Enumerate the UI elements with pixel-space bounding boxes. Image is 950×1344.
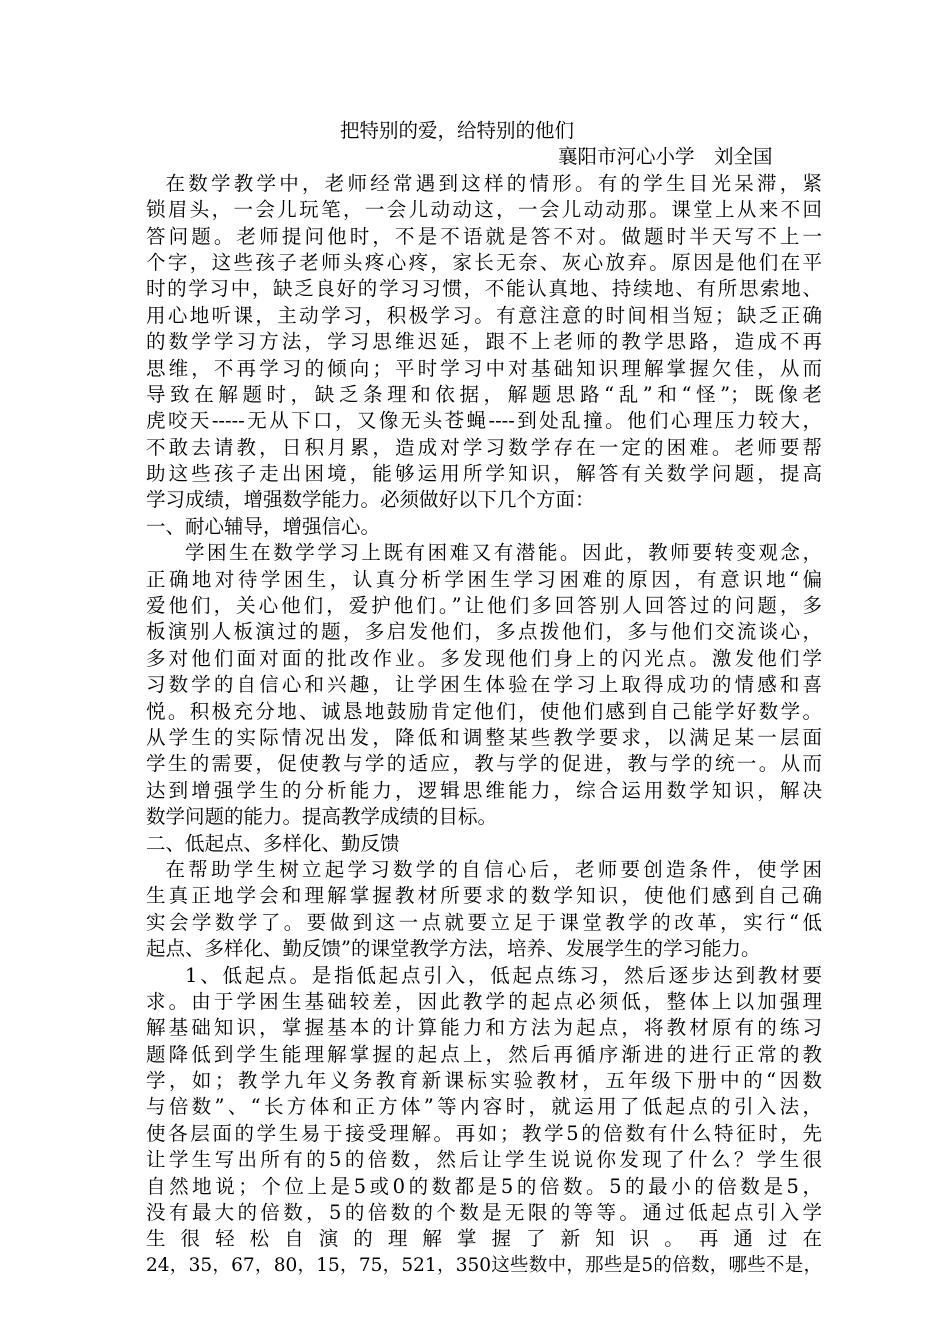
paragraph-line: 正确地对待学困生，认真分析学困生学习困难的原因，有意识地“偏 — [146, 567, 822, 591]
paragraph-line: 与倍数”、“长方体和正方体”等内容时，就运用了低起点的引入法， — [146, 1095, 822, 1119]
paragraph-line: 让学生写出所有的5的倍数，然后让学生说说你发现了什么？学生很 — [146, 1148, 822, 1172]
section-heading: 一、耐心辅导，增强信心。 — [146, 514, 381, 538]
paragraph-line: 生很轻松自演的理解掌握了新知识。再通过在 — [146, 1227, 822, 1251]
paragraph-line: 时的学习中，缺乏良好的学习习惯，不能认真地、持续地、有所思索地、 — [146, 277, 822, 301]
paragraph-line: 在帮助学生树立起学习数学的自信心后，老师要创造条件，使学困 — [165, 857, 822, 881]
paragraph-line: 锁眉头，一会儿玩笔，一会儿动动这，一会儿动动那。课堂上从来不回 — [146, 198, 822, 222]
section-heading: 二、低起点、多样化、勤反馈 — [146, 831, 400, 855]
paragraph-line: 题降低到学生能理解掌握的起点上，然后再循序渐进的进行正常的教 — [146, 1042, 822, 1066]
paragraph-line: 不敢去请教，日积月累，造成对学习数学存在一定的困难。老师要帮 — [146, 435, 822, 459]
paragraph-line: 学困生在数学学习上既有困难又有潜能。因此，教师要转变观念， — [185, 541, 822, 565]
paragraph-line: 生真正地学会和理解掌握教材所要求的数学知识，使他们感到自己确 — [146, 884, 822, 908]
paragraph-line: 习数学的自信心和兴趣，让学困生体验在学习上取得成功的情感和喜 — [146, 673, 822, 697]
paragraph-line: 个字，这些孩子老师头疼心疼，家长无奈、灰心放弃。原因是他们在平 — [146, 250, 822, 274]
paragraph-line: 悦。积极充分地、诚恳地鼓励肯定他们，使他们感到自己能学好数学。 — [146, 699, 822, 723]
document-body — [146, 118, 822, 1279]
paragraph-line: 多对他们面对面的批改作业。多发现他们身上的闪光点。激发他们学 — [146, 646, 822, 670]
paragraph-line: 自然地说；个位上是5或0的数都是5的倍数。5的最小的倍数是5， — [146, 1174, 822, 1198]
paragraph-line: 虎咬天-----无从下口，又像无头苍蝇----到处乱撞。他们心理压力较大， — [146, 409, 822, 433]
paragraph-line: 的数学学习方法，学习思维迟延，跟不上老师的教学思路，造成不再 — [146, 330, 822, 354]
paragraph-line: 1、低起点。是指低起点引入，低起点练习，然后逐步达到教材要 — [185, 963, 822, 987]
paragraph-line: 助这些孩子走出困境，能够运用所学知识，解答有关数学问题，提高 — [146, 462, 822, 486]
document-title: 把特别的爱，给特别的他们 — [340, 119, 575, 142]
document-author: 襄阳市河心小学 刘全国 — [558, 145, 773, 169]
paragraph-line: 在数学教学中，老师经常遇到这样的情形。有的学生目光呆滞，紧 — [165, 171, 822, 195]
paragraph-line: 板演别人板演过的题，多启发他们，多点拨他们，多与他们交流谈心， — [146, 620, 822, 644]
paragraph-line: 实会学数学了。要做到这一点就要立足于课堂教学的改革，实行“低 — [146, 910, 822, 934]
paragraph-line: 从学生的实际情况出发，降低和调整某些教学要求，以满足某一层面 — [146, 725, 822, 749]
paragraph-line: 没有最大的倍数，5的倍数的个数是无限的等等。通过低起点引入学 — [146, 1201, 822, 1225]
paragraph-line: 学生的需要，促使教与学的适应，教与学的促进，教与学的统一。从而 — [146, 752, 822, 776]
paragraph-line: 解基础知识，掌握基本的计算能力和方法为起点，将教材原有的练习 — [146, 1016, 822, 1040]
paragraph-line: 思维，不再学习的倾向；平时学习中对基础知识理解掌握欠佳，从而 — [146, 356, 822, 380]
paragraph-line: 用心地听课，主动学习，积极学习。有意注意的时间相当短；缺乏正确 — [146, 303, 822, 327]
paragraph-line: 学习成绩，增强数学能力。必须做好以下几个方面： — [146, 488, 595, 512]
paragraph-line: 24，35，67，80，15，75，521，350这些数中，那些是5的倍数，哪些不是， — [146, 1254, 822, 1276]
paragraph-line: 导致在解题时，缺乏条理和依据，解题思路“乱”和“怪”；既像老 — [146, 382, 822, 406]
paragraph-line: 达到增强学生的分析能力，逻辑思维能力，综合运用数学知识，解决 — [146, 778, 822, 802]
paragraph-line: 求。由于学困生基础较差，因此教学的起点必须低，整体上以加强理 — [146, 989, 822, 1013]
paragraph-line: 爱他们，关心他们，爱护他们。”让他们多回答别人回答过的问题，多 — [146, 594, 822, 618]
paragraph-line: 学，如；教学九年义务教育新课标实验教材，五年级下册中的“因数 — [146, 1069, 822, 1093]
paragraph-line: 数学问题的能力。提高教学成绩的目标。 — [146, 805, 498, 829]
paragraph-line: 起点、多样化、勤反馈”的课堂教学方法，培养、发展学生的学习能力。 — [146, 937, 761, 961]
paragraph-line: 使各层面的学生易于接受理解。再如；教学5的倍数有什么特征时，先 — [146, 1121, 822, 1145]
paragraph-line: 答问题。老师提问他时，不是不语就是答不对。做题时半天写不上一 — [146, 224, 822, 248]
